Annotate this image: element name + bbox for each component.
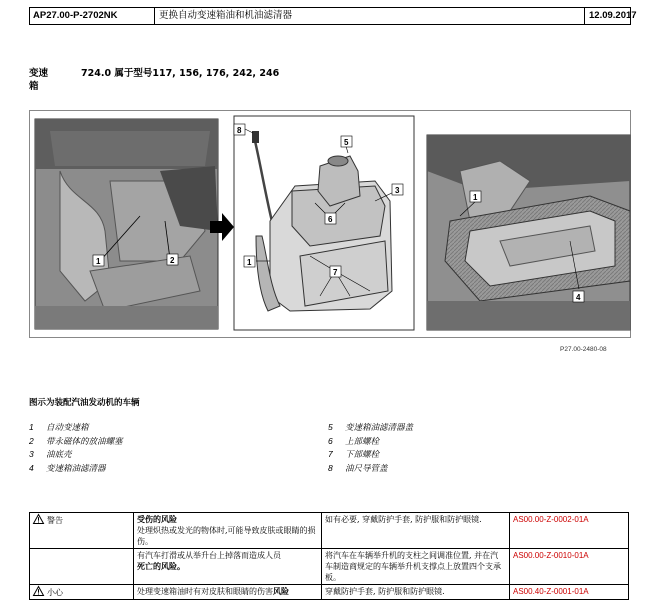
- warning-level-cell: [30, 549, 134, 585]
- measure-cell: 将汽车在车辆举升机的支柱之间调准位置, 并在汽车制造商规定的车辆举升机支撑点上放置四个支承板。: [322, 549, 510, 585]
- table-row: [30, 549, 629, 585]
- warning-triangle-icon: [33, 514, 44, 524]
- applicability-label-2: 箱: [29, 81, 39, 92]
- legend-item: 4 变速箱油滤清器: [29, 462, 106, 474]
- callout-mid-6: 6: [328, 215, 333, 224]
- table-row: [30, 513, 629, 549]
- legend-item: 3 油底壳: [29, 449, 72, 460]
- figure-illustration: [30, 111, 630, 337]
- applicability-text: 724.0 属于型号117, 156, 176, 242, 246: [81, 68, 280, 79]
- callout-right-1: 1: [473, 193, 478, 202]
- legend-item: 6 上部螺栓: [328, 435, 380, 447]
- legend-item: 2 带永磁体的放油螺塞: [29, 435, 123, 447]
- reference-link[interactable]: AS00.40-Z-0001-01A: [510, 585, 629, 600]
- callout-mid-1: 1: [247, 258, 252, 267]
- legend-item: 5 变速箱油滤清器盖: [328, 422, 414, 433]
- doc-code: AP27.00-P-2702NK: [30, 8, 155, 24]
- callout-mid-8: 8: [237, 126, 242, 135]
- measure-cell: 穿戴防护手套, 防护服和防护眼镜.: [322, 585, 510, 600]
- legend-item: 7 下部螺栓: [328, 449, 380, 460]
- callout-mid-3: 3: [395, 186, 400, 195]
- legend-item: 1 自动变速箱: [29, 422, 89, 433]
- warning-level-cell: 小心: [30, 585, 134, 600]
- warning-level-cell: 警告: [30, 513, 134, 549]
- callout-mid-5: 5: [344, 138, 349, 147]
- safety-table: [29, 512, 629, 600]
- left-photo-panel: [35, 119, 218, 329]
- right-photo-panel: [427, 135, 630, 330]
- figure-code: P27.00-2480-08: [560, 346, 607, 353]
- legend-item: 8 油尺导管盖: [328, 462, 388, 474]
- measure-cell: 如有必要, 穿戴防护手套, 防护服和防护眼镜.: [322, 513, 510, 549]
- reference-link[interactable]: AS00.00-Z-0002-01A: [510, 513, 629, 549]
- applicability: [29, 67, 279, 93]
- reference-link[interactable]: AS00.00-Z-0010-01A: [510, 549, 629, 585]
- figure-caption: 图示为装配汽油发动机的车辆: [29, 398, 140, 408]
- doc-date: 12.09.2017: [589, 10, 637, 21]
- warning-triangle-icon: [33, 586, 44, 596]
- document-header: [29, 7, 637, 25]
- applicability-label: 变速: [29, 68, 49, 79]
- hazard-cell: 受伤的风险 处理炽热或发光的物体时,可能导致皮肤或眼睛的损伤。: [134, 513, 322, 549]
- callout-right-4: 4: [576, 293, 581, 302]
- callout-left-1: 1: [96, 257, 101, 266]
- table-row: [30, 585, 629, 600]
- callout-left-2: 2: [170, 256, 175, 265]
- legend-left: [29, 421, 123, 475]
- legend-right: [328, 421, 413, 475]
- transmission-figure: [29, 110, 631, 338]
- hazard-cell: 有汽车打滑或从举升台上掉落而造成人员 死亡的风险。: [134, 549, 322, 585]
- doc-title: 更换自动变速箱油和机油滤清器: [155, 8, 585, 24]
- callout-mid-7: 7: [333, 268, 338, 277]
- hazard-cell: 处理变速箱油时有对皮肤和眼睛的伤害风险: [134, 585, 322, 600]
- middle-drawing-panel: [234, 116, 414, 330]
